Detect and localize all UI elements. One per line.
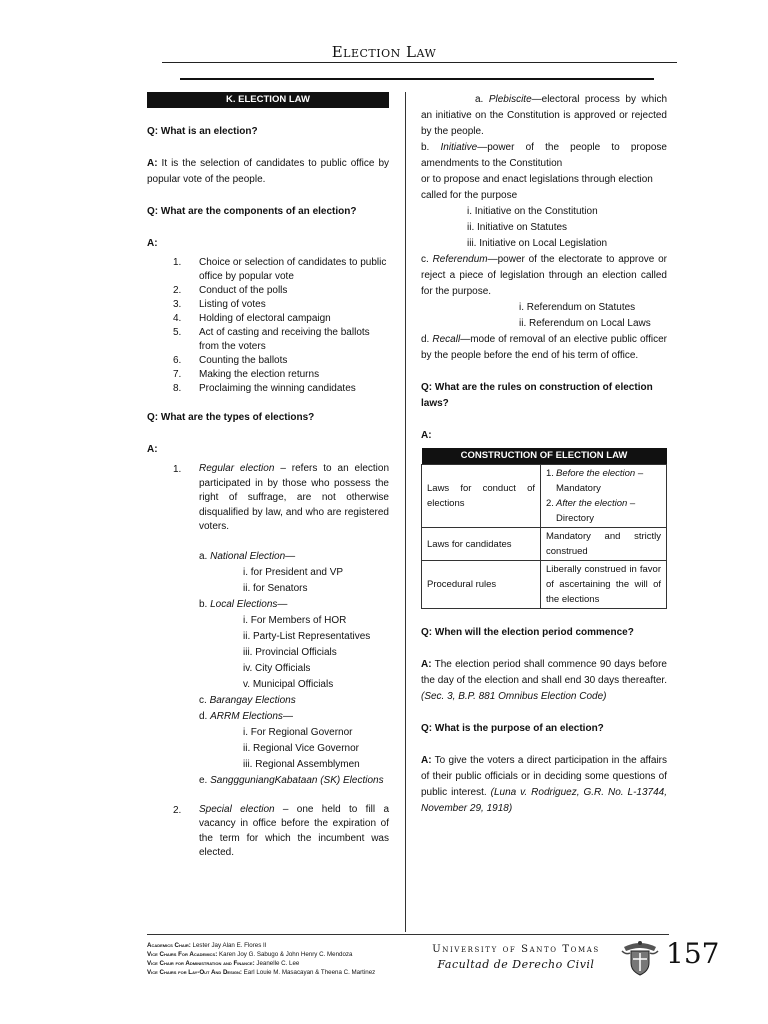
- sub-list: [421, 300, 667, 332]
- answer-label: A:: [421, 755, 432, 766]
- definition: —power of the people to propose amendments to the Constitution: [421, 142, 667, 169]
- item-referendum: [421, 252, 667, 300]
- definition: —power of the electorate to approve or reject a piece of legislation through an election called for the purpose.: [421, 254, 667, 297]
- credit-line: [147, 959, 427, 968]
- sub-suffix: —: [282, 710, 293, 722]
- sub-list-item: ii. Regional Vice Governor: [243, 742, 359, 754]
- sub-list-item: iii. Provincial Officials: [243, 646, 337, 658]
- credit-line: [147, 941, 427, 950]
- credit-line: [147, 968, 427, 977]
- right-column: [421, 92, 667, 817]
- list-number: 5.: [173, 327, 182, 338]
- list-item: [173, 368, 389, 382]
- list-item: [173, 256, 389, 284]
- list-number: 1.: [546, 468, 554, 479]
- sub-item-local: [199, 597, 389, 613]
- list-text: Holding of electoral campaign: [199, 313, 331, 324]
- credit-names: Earl Louie M. Masacayan & Theena C. Martinez: [241, 969, 376, 976]
- list-number: 2.: [173, 804, 182, 816]
- sub-suffix: —: [277, 598, 288, 610]
- list-text: Making the election returns: [199, 369, 320, 380]
- table-title: CONSTRUCTION OF ELECTION LAW: [422, 448, 667, 465]
- item-recall: [421, 332, 667, 364]
- sub-item-sk: [199, 773, 389, 789]
- list-number: 4.: [173, 313, 182, 324]
- answer-label: A:: [421, 430, 432, 441]
- list-number: 3.: [173, 299, 182, 310]
- list-number: 7.: [173, 369, 182, 380]
- sub-list-item: ii. Party-List Representatives: [243, 630, 371, 642]
- list-number: 6.: [173, 355, 182, 366]
- section-title-bar: K. ELECTION LAW: [147, 92, 389, 108]
- question-types: Q: What are the types of elections?: [147, 412, 315, 423]
- answer-text: The election period shall commence 90 days before the day of the election and shall end 30 days thereafter.: [421, 659, 667, 686]
- sub-item-national: [199, 549, 389, 565]
- sub-list-item: ii. Referendum on Local Laws: [519, 318, 651, 329]
- term: ARRM Elections: [210, 710, 283, 722]
- credit-line: [147, 950, 427, 959]
- list-text: Listing of votes: [199, 299, 266, 310]
- sub-list-item: i. for President and VP: [243, 566, 344, 578]
- answer-label: A:: [147, 158, 158, 169]
- term: Before the election: [556, 468, 636, 479]
- header-rule-thin: [162, 62, 677, 63]
- question-purpose: Q: What is the purpose of an election?: [421, 723, 604, 734]
- answer-election-period: [421, 657, 667, 705]
- term: Initiative: [440, 142, 478, 153]
- item-prefix: d.: [421, 334, 433, 345]
- answer-text: To give the voters a direct participation in the affairs of their public officials or in deciding some questions of public interest.: [421, 755, 667, 798]
- citation: (Sec. 3, B.P. 881 Omnibus Election Code): [421, 691, 607, 702]
- definition: —mode of removal of an elective public officer by the people before the end of his term of office.: [421, 334, 667, 361]
- sub-list: [199, 613, 389, 693]
- question-election-period: Q: When will the election period commence?: [421, 627, 634, 638]
- list-item: [173, 354, 389, 368]
- column-divider: [405, 92, 406, 932]
- table-cell-label: Procedural rules: [422, 561, 541, 609]
- credit-role: Vice Chairs for Lay-Out And Design:: [147, 969, 242, 976]
- sub-list-item: iv. City Officials: [243, 662, 311, 674]
- term: Regular election: [199, 463, 275, 474]
- credit-names: Lester Jay Alan E. Flores II: [190, 942, 267, 949]
- list-number: 2.: [173, 285, 182, 296]
- sub-list-item: iii. Initiative on Local Legislation: [467, 238, 608, 249]
- sub-prefix: e.: [199, 774, 211, 786]
- list-number: 1.: [173, 257, 182, 268]
- sub-list-item: ii. Initiative on Statutes: [467, 222, 568, 233]
- type-description: [199, 462, 389, 535]
- table-cell-value: Mandatory and strictly construed: [541, 528, 667, 561]
- sub-list-item: i. For Members of HOR: [243, 614, 347, 626]
- term: Recall: [432, 334, 461, 345]
- question-construction: Q: What are the rules on construction of election laws?: [421, 382, 653, 409]
- sub-prefix: c.: [199, 694, 210, 706]
- definition: – Directory: [556, 498, 636, 524]
- left-column: [147, 92, 389, 861]
- footer-credits: [147, 941, 427, 977]
- table-cell-label: Laws for conduct of elections: [422, 465, 541, 528]
- sub-prefix: a.: [199, 550, 211, 562]
- list-item: [173, 312, 389, 326]
- list-item: [173, 284, 389, 298]
- list-item: [173, 382, 389, 396]
- term: After the election: [556, 498, 628, 509]
- credit-role: Academics Chair:: [147, 942, 191, 949]
- definition: – one held to fill a vacancy in office before the expiration of the term for which the incumbent was elected.: [199, 803, 390, 858]
- table-row: [422, 561, 667, 609]
- sub-list-item: iii. Regional Assemblymen: [243, 758, 360, 770]
- sub-item-arrm: [199, 709, 389, 725]
- term: Special election: [199, 803, 275, 815]
- sub-list: [199, 725, 389, 773]
- table-row: [422, 465, 667, 528]
- table-cell-value: Liberally construed in favor of ascertaining the will of the elections: [541, 561, 667, 609]
- university-name: University of Santo Tomas: [432, 944, 600, 955]
- answer-label: A:: [147, 238, 158, 249]
- credit-names: Jeanelle C. Lee: [254, 960, 300, 967]
- footer-rule: [147, 934, 669, 935]
- list-number: 1.: [173, 464, 182, 475]
- item-initiative: [421, 140, 667, 172]
- sub-prefix: d.: [199, 710, 211, 722]
- term: Plebiscite: [488, 94, 532, 105]
- header-rule-thick: [180, 78, 654, 80]
- sub-prefix: b.: [199, 598, 211, 610]
- sub-list: [421, 204, 667, 252]
- sub-suffix: —: [285, 550, 296, 562]
- list-number: 2.: [546, 498, 554, 509]
- list-text: Act of casting and receiving the ballots from the voters: [199, 327, 370, 352]
- term: Local Elections: [210, 598, 278, 610]
- list-item: [173, 326, 389, 354]
- table-cell-label: Laws for candidates: [422, 528, 541, 561]
- item-initiative-cont: or to propose and enact legislations through election called for the purpose: [421, 174, 653, 201]
- list-text: Choice or selection of candidates to public office by popular vote: [199, 257, 387, 282]
- item-prefix: c.: [421, 254, 433, 265]
- credit-role: Vice Chairs For Academics:: [147, 951, 218, 958]
- list-item: [173, 803, 389, 861]
- sub-list-item: i. Initiative on the Constitution: [467, 206, 598, 217]
- citation: (Luna v. Rodriguez, G.R. No. L-13744, November 29, 1918): [421, 787, 667, 814]
- sub-list-item: i. Referendum on Statutes: [519, 302, 636, 313]
- item-prefix: a.: [475, 94, 489, 105]
- list-item: [546, 496, 661, 526]
- credit-role: Vice Chair for Administration and Finance:: [147, 960, 255, 967]
- definition: —electoral process by which an initiative on the Constitution is approved or rejected by the people.: [421, 94, 668, 137]
- faculty-name: Facultad de Derecho Civil: [437, 958, 595, 971]
- table-row: [422, 528, 667, 561]
- list-item: [173, 462, 389, 789]
- item-prefix: b.: [421, 142, 441, 153]
- answer-text: It is the selection of candidates to public office by popular vote of the people.: [147, 158, 389, 185]
- item-plebiscite: [421, 92, 667, 140]
- question-components: Q: What are the components of an election?: [147, 206, 357, 217]
- construction-table: [421, 448, 667, 609]
- list-text: Conduct of the polls: [199, 285, 288, 296]
- term: Barangay Elections: [209, 694, 296, 706]
- answer-label: A:: [421, 659, 432, 670]
- list-item: [173, 298, 389, 312]
- list-item: [546, 466, 661, 496]
- components-list: [147, 256, 389, 396]
- definition: – refers to an election participated in by those who possess the right of suffrage, are not otherwise disqualified by law, and who are registered voters.: [199, 463, 390, 532]
- term: National Election: [210, 550, 286, 562]
- type-description: [199, 803, 389, 861]
- sub-list-item: ii. for Senators: [243, 582, 308, 594]
- page-title: Election Law: [331, 43, 437, 61]
- sub-list-item: v. Municipal Officials: [243, 678, 334, 690]
- table-cell-value: [541, 465, 667, 528]
- answer-what-is-election: [147, 156, 389, 188]
- answer-label: A:: [147, 444, 158, 455]
- list-text: Counting the ballots: [199, 355, 288, 366]
- answer-purpose: [421, 753, 667, 817]
- list-text: Proclaiming the winning candidates: [199, 383, 356, 394]
- term: SanggguniangKabataan (SK) Elections: [210, 774, 384, 786]
- list-number: 8.: [173, 383, 182, 394]
- sub-item-barangay: [199, 693, 389, 709]
- sub-list-item: i. For Regional Governor: [243, 726, 353, 738]
- seal-icon: [620, 937, 660, 977]
- credit-names: Karen Joy G. Sabugo & John Henry C. Mendoza: [217, 951, 353, 958]
- definition: – Mandatory: [556, 468, 644, 494]
- question-what-is-election: Q: What is an election?: [147, 126, 258, 137]
- term: Referendum: [432, 254, 488, 265]
- page-number: 157: [666, 937, 720, 970]
- sub-list: [199, 565, 389, 597]
- types-list: [147, 462, 389, 861]
